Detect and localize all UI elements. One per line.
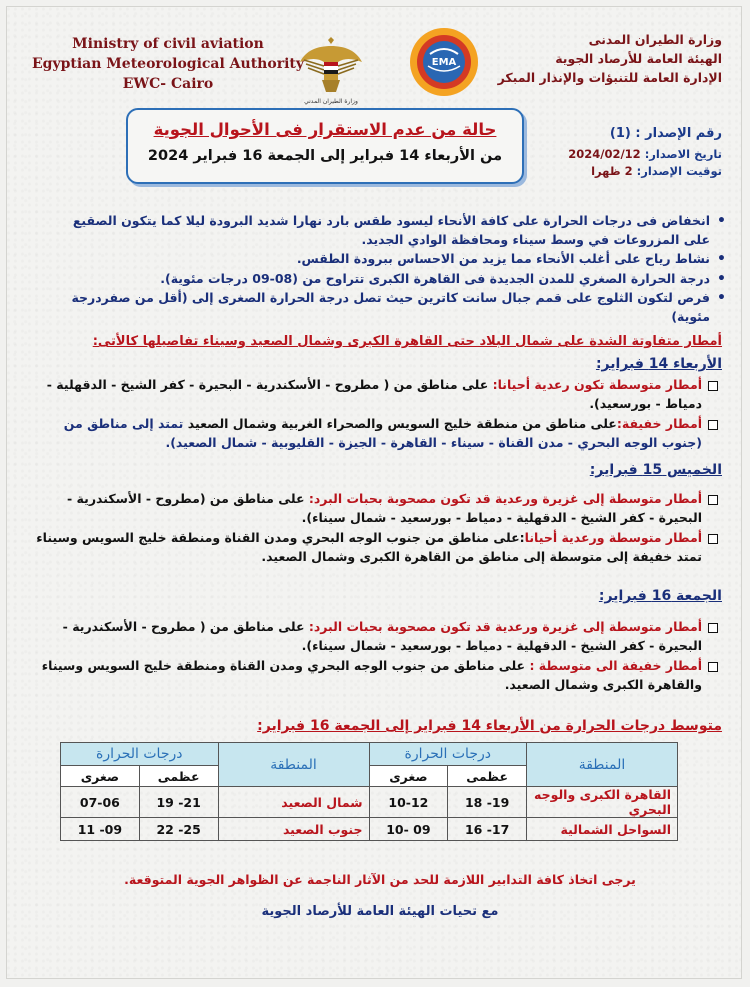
region-header: المنطقة [218, 743, 369, 787]
max-header: عظمى [448, 766, 527, 787]
issue-time-value: 2 ظهرا [591, 164, 633, 178]
max-cell: 17- 16 [448, 818, 527, 841]
issue-date [532, 146, 722, 163]
min-header: صغرى [369, 766, 448, 787]
rain-item-text: على مناطق من (مطروح - الأسكندرية - البحيرة - كفر الشيخ - الدقهلية - دمياط - بورسعيد - شمال سيناء). [67, 491, 702, 525]
rain-item [28, 529, 722, 566]
document-title: حالة من عدم الاستقرار فى الأحوال الجوية [153, 120, 497, 139]
english-header [18, 34, 318, 94]
title-box [126, 108, 524, 184]
max-cell: 21- 19 [139, 787, 218, 818]
max-cell: 25- 22 [139, 818, 218, 841]
region-cell: جنوب الصعيد [218, 818, 369, 841]
bullet-item: • انخفاض فى درجات الحرارة على كافة الأنحاء ليسود طقس بارد نهارا شديد البرودة ليلا كما يتكون الصقيع على المزروعات في وسط سيناء ومحافظة الوادي الجديد. [56, 212, 732, 249]
table-row [61, 787, 678, 818]
issue-info [532, 122, 722, 180]
rain-item-extension: تمتد إلى مناطق من (جنوب الوجه البحري - مدن القناة - سيناء - القاهرة - الجيزة - القليوبية - شمال الصعيد). [63, 416, 702, 450]
footer-note: يرجى اتخاذ كافة التدابير اللازمة للحد من الآثار الناجمة عن الظواهر الجوية المتوقعة. [124, 872, 636, 887]
rain-item [28, 376, 722, 413]
rain-heading: أمطار متفاوتة الشدة على شمال البلاد حتى القاهرة الكبرى وشمال الصعيد وسيناء تفاصيلها كالأتى: [92, 334, 722, 349]
ministry-eagle-logo [298, 36, 364, 112]
rain-item-text: على مناطق من ( مطروح - الأسكندرية - البحيرة - كفر الشيخ - الدقهلية - دمياط - بورسعيد - شمال سيناء). [62, 619, 702, 653]
min-cell: 10-12 [369, 787, 448, 818]
ema-logo-text: EMA [431, 57, 457, 68]
rain-item-label: أمطار متوسطة إلى غزيرة ورعدية قد تكون مصحوبة بحبات البرد: [308, 619, 702, 634]
day-heading-friday: الجمعة 16 فبراير: [598, 588, 722, 604]
header-authority: Egyptian Meteorological Authority [32, 56, 304, 72]
region-cell: السواحل الشمالية [527, 818, 678, 841]
min-cell: 09 -10 [369, 818, 448, 841]
rain-item-text: على مناطق من ( مطروح - الأسكندرية - البحيرة - كفر الشيخ - الدقهلية - دمياط - بورسعيد). [46, 377, 702, 411]
min-header: صغرى [61, 766, 140, 787]
header-ar-authority: الهيئة العامة للأرصاد الجوية [555, 51, 722, 66]
rain-item [28, 657, 722, 694]
ministry-logo-caption: وزارة الطيران المدني [304, 98, 358, 105]
rain-item-label: أمطار متوسطة تكون رعدية أحيانا: [492, 377, 702, 392]
issue-number-label: رقم الإصدار : [635, 126, 722, 141]
header-ar-department: الإدارة العامة للتنبؤات والإنذار المبكر [497, 70, 722, 85]
rain-item-label: أمطار خفيفة الى متوسطة : [529, 658, 702, 673]
day-items-friday [28, 618, 722, 696]
rain-item-label: أمطار متوسطة ورعدية أحيانا [524, 530, 702, 545]
bullet-item: • نشاط رياح على أغلب الأنحاء مما يزيد من الاحساس ببرودة الطقس. [56, 250, 732, 269]
rain-item-text: :على مناطق من جنوب الوجه البحري ومدن القناة ومنطقة خليج السويس وسيناء تمتد خفيفة إلى متوسطة إلى مناطق من القاهرة الكبرى وشمال الصعيد. [36, 530, 702, 564]
region-cell: القاهرة الكبرى والوجه البحري [527, 787, 678, 818]
header-center: EWC- Cairo [122, 76, 214, 92]
temperature-header: درجات الحرارة [61, 743, 219, 766]
max-cell: 19- 18 [448, 787, 527, 818]
day-items-thursday [28, 490, 722, 568]
table-row [61, 818, 678, 841]
rain-item-label: أمطار متوسطة إلى غزيرة ورعدية قد تكون مصحوبة بحبات البرد: [308, 491, 702, 506]
rain-item-text: على مناطق من جنوب الوجه البحري ومدن القناة ومنطقة خليج السويس وسيناء والقاهرة الكبرى وشمال الصعيد. [41, 658, 702, 692]
header-ar-ministry: وزارة الطيران المدنى [588, 32, 722, 47]
document-period: من الأربعاء 14 فبراير إلى الجمعة 16 فبراير 2024 [147, 148, 503, 164]
bullet-item: • فرص لتكون الثلوج على قمم جبال سانت كاترين حيث تصل درجة الحرارة الصغرى إلى (أقل من صفردرجة مئوية) [56, 289, 732, 326]
arabic-header [467, 30, 722, 87]
issue-number-value: (1) [609, 126, 631, 141]
temperature-header: درجات الحرارة [369, 743, 527, 766]
region-header: المنطقة [527, 743, 678, 787]
issue-time [532, 163, 722, 180]
header-ministry: Ministry of civil aviation [72, 36, 264, 52]
day-items-wednesday [28, 376, 722, 454]
max-header: عظمى [139, 766, 218, 787]
temperature-heading: متوسط درجات الحرارة من الأربعاء 14 فبراير إلى الجمعة 16 فبراير: [257, 718, 722, 734]
general-bullets [56, 212, 732, 327]
min-cell: 07-06 [61, 787, 140, 818]
region-cell: شمال الصعيد [218, 787, 369, 818]
footer-signature: مع تحيات الهيئة العامة للأرصاد الجوية [261, 904, 499, 919]
issue-time-label: توقيت الإصدار: [636, 164, 722, 178]
rain-item-text: على مناطق من منطقة خليج السويس والصحراء الغربية وشمال الصعيد [183, 416, 617, 431]
rain-item [28, 490, 722, 527]
day-heading-thursday: الخميس 15 فبراير: [589, 462, 722, 478]
rain-item-label: أمطار خفيفة: [616, 416, 702, 431]
rain-item [28, 415, 722, 452]
issue-date-label: تاريخ الاصدار: [644, 147, 722, 161]
bullet-item: • درجة الحرارة الصغري للمدن الجديدة فى القاهرة الكبرى تتراوح من (08-09 درجات مئوية). [56, 270, 732, 289]
day-heading-wednesday: الأربعاء 14 فبراير: [595, 356, 722, 372]
issue-number [532, 122, 722, 146]
issue-date-value: 2024/02/12 [568, 147, 641, 161]
rain-item [28, 618, 722, 655]
temperature-table [60, 742, 678, 841]
min-cell: 09- 11 [61, 818, 140, 841]
